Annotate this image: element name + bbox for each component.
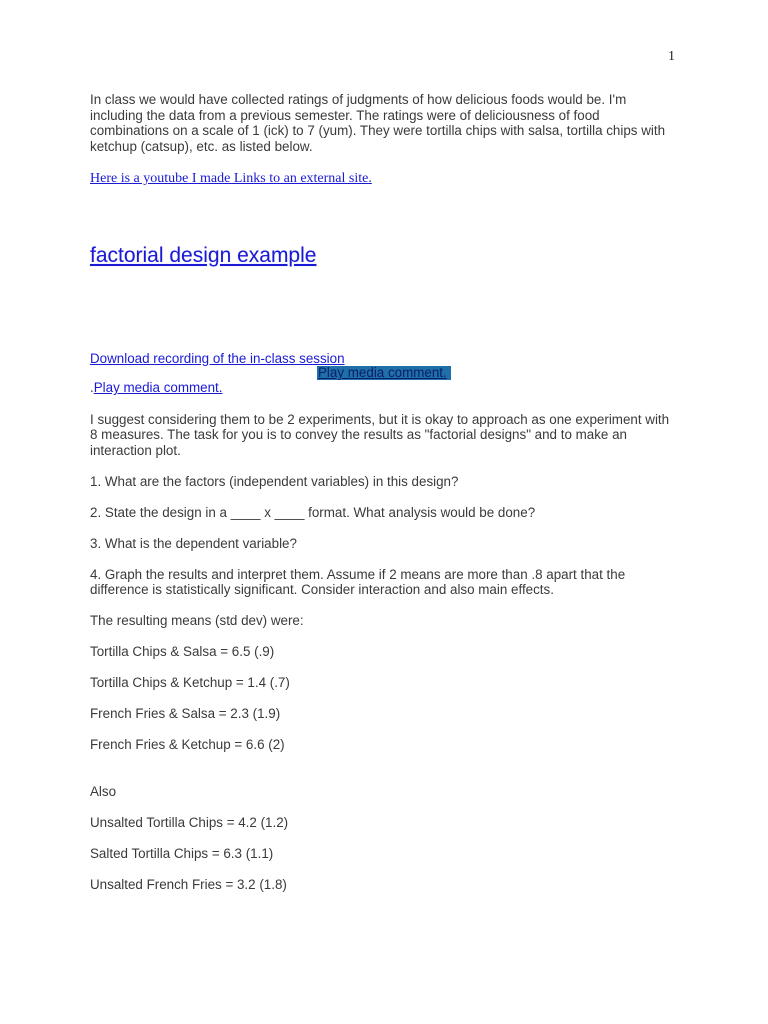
result-line: French Fries & Salsa = 2.3 (1.9): [90, 706, 281, 721]
download-paragraph: [90, 351, 680, 367]
also-label: Also: [90, 783, 117, 799]
result-line: Tortilla Chips & Ketchup = 1.4 (.7): [90, 675, 290, 690]
youtube-paragraph: [90, 171, 680, 187]
result-line: Unsalted French Fries = 3.2 (1.8): [90, 876, 287, 892]
play-media-comment-highlighted[interactable]: Play media comment.: [317, 366, 451, 380]
media-comment-prefix: .: [90, 380, 94, 395]
youtube-link[interactable]: Here is a youtube I made Links to an external site.: [90, 171, 372, 186]
video-title-link[interactable]: factorial design example: [90, 243, 317, 267]
intro-paragraph: In class we would have collected ratings of judgments of how delicious foods would be. I'm including the data from a previous semester. The ratings were of deliciousness of food combinations on a scale of 1 (ick) to 7 (yum). They were tortilla chips with salsa, tortilla chips with ketchup (catsup), etc. as listed below.: [90, 92, 666, 154]
download-recording-link[interactable]: Download recording of the in-class session: [90, 350, 345, 366]
results-heading: The resulting means (std dev) were:: [90, 613, 304, 628]
document-body: [90, 92, 680, 908]
page-number: 1: [668, 49, 675, 64]
result-line: Unsalted Tortilla Chips = 4.2 (1.2): [90, 814, 289, 830]
result-line: French Fries & Ketchup = 6.6 (2): [90, 737, 285, 752]
suggestion-paragraph: I suggest considering them to be 2 experiments, but it is okay to approach as one experiment with 8 measures. The task for you is to convey the results as "factorial designs" and to make an interaction plot.: [90, 411, 670, 458]
result-line: Tortilla Chips & Salsa = 6.5 (.9): [90, 644, 275, 659]
question-2: 2. State the design in a ____ x ____ format. What analysis would be done?: [90, 504, 536, 520]
media-comment-paragraph: [90, 380, 680, 396]
question-4: 4. Graph the results and interpret them. Assume if 2 means are more than .8 apart that the difference is statistically significant. Consider interaction and also main effects.: [90, 566, 626, 597]
question-3: 3. What is the dependent variable?: [90, 535, 297, 551]
result-line: Salted Tortilla Chips = 6.3 (1.1): [90, 845, 274, 861]
question-1: 1. What are the factors (independent variables) in this design?: [90, 473, 459, 489]
play-media-comment-link[interactable]: Play media comment.: [93, 380, 223, 395]
